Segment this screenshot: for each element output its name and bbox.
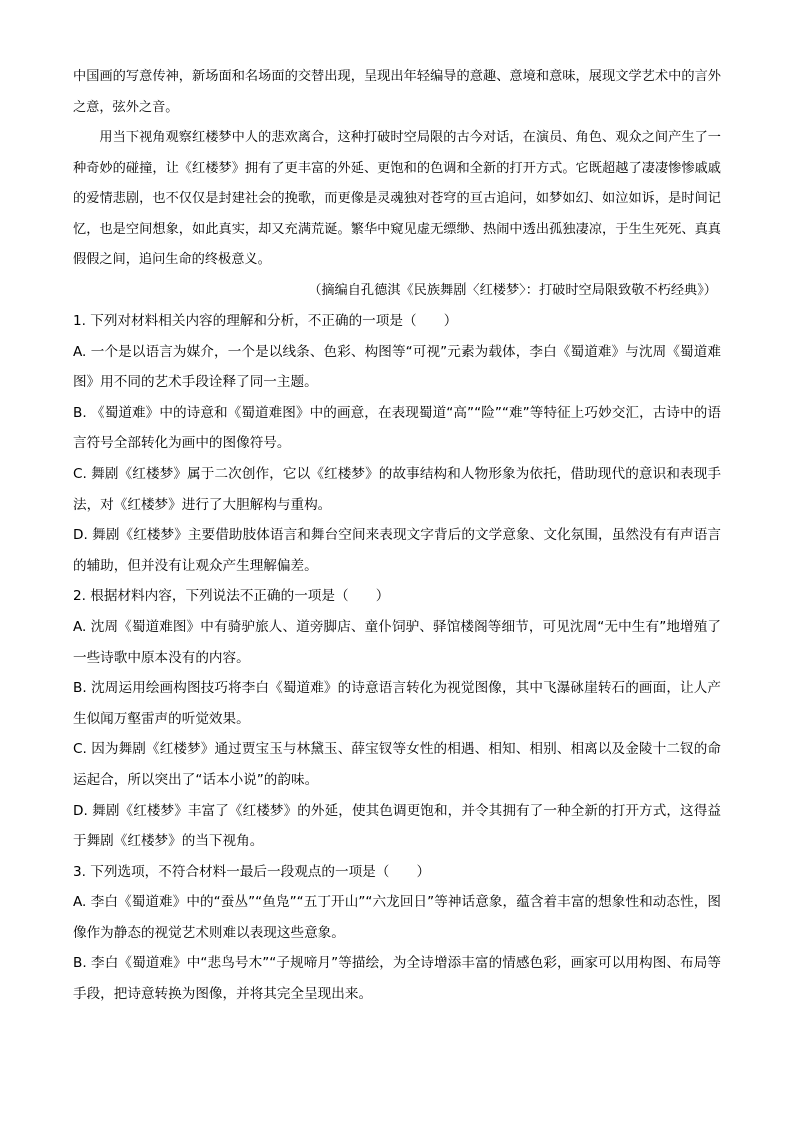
option-b: B. 李白《蜀道难》中“悲鸟号木”“子规啼月”等描绘，为全诗增添丰富的情感色彩，画家可以用构图、布局等手段，把诗意转换为图像，并将其完全呈现出来。	[73, 955, 721, 1003]
option-b: B. 沈周运用绘画构图技巧将李白《蜀道难》的诗意语言转化为视觉图像，其中飞瀑砯崖转石的画面，让人产生似闻万壑雷声的听觉效果。	[73, 680, 721, 727]
option-a: A. 沈周《蜀道难图》中有骑驴旅人、道旁脚店、童仆饲驴、驿馆楼阁等细节，可见沈周“无中生有”地增殖了一些诗歌中原本没有的内容。	[73, 618, 721, 666]
option-c: C. 因为舞剧《红楼梦》通过贾宝玉与林黛玉、薛宝钗等女性的相遇、相知、相别、相离以及金陵十二钗的命运起合，所以突出了“话本小说”的韵味。	[73, 741, 721, 788]
passage-paragraph-2: 用当下视角观察红楼梦中人的悲欢离合，这种打破时空局限的古今对话，在演员、角色、观众之间产生了一种奇妙的碰撞，让《红楼梦》拥有了更丰富的外延、更饱和的色调和全新的打开方式。它既超越了凄凄惨惨戚戚的爱情悲剧，也不仅仅是封建社会的挽歌，而更像是灵魂独对苍穹的亘古追问，如梦如幻、如泣如诉，是时间记忆，也是空间想象，如此真实，却又充满荒诞。繁华中窥见虚无缥缈、热闹中透出孤独凄凉，于生生死死、真真假假之间，追问生命的终极意义。	[73, 130, 721, 267]
question-3	[73, 857, 721, 1010]
option-a: A. 一个是以语言为媒介，一个是以线条、色彩、构图等“可视”元素为载体，李白《蜀道难》与沈周《蜀道难图》用不同的艺术手段诠释了同一主题。	[73, 343, 721, 391]
passage-excerpt	[73, 62, 721, 306]
question-stem: 2. 根据材料内容，下列说法不正确的一项是（ ）	[73, 588, 390, 605]
question-2	[73, 581, 721, 856]
passage-source: （摘编自孔德淇《民族舞剧〈红楼梦〉：打破时空局限致敬不朽经典》）	[308, 282, 717, 298]
question-1	[73, 306, 721, 581]
option-a: A. 李白《蜀道难》中的“蚕丛”“鱼凫”“五丁开山”“六龙回日”等神话意象，蕴含着丰富的想象性和动态性，图像作为静态的视觉艺术则难以表现这些意象。	[73, 894, 721, 941]
option-c: C. 舞剧《红楼梦》属于二次创作，它以《红楼梦》的故事结构和人物形象为依托，借助现代的意识和表现手法，对《红楼梦》进行了大胆解构与重构。	[73, 465, 721, 513]
option-d: D. 舞剧《红楼梦》主要借助肢体语言和舞台空间来表现文字背后的文学意象、文化氛围，虽然没有有声语言的辅助，但并没有让观众产生理解偏差。	[73, 527, 721, 574]
question-stem: 1. 下列对材料相关内容的理解和分析，不正确的一项是（ ）	[73, 313, 458, 329]
option-b: B. 《蜀道难》中的诗意和《蜀道难图》中的画意，在表现蜀道“高”“险”“难”等特征上巧妙交汇，古诗中的语言符号全部转化为画中的图像符号。	[73, 404, 721, 452]
question-stem: 3. 下列选项，不符合材料一最后一段观点的一项是（ ）	[73, 863, 431, 880]
passage-paragraph-1: 中国画的写意传神，新场面和名场面的交替出现，呈现出年轻编导的意趣、意境和意味，展现文学艺术中的言外之意，弦外之音。	[73, 69, 721, 115]
question-list	[73, 306, 721, 1010]
document-page	[73, 62, 721, 1010]
option-d: D. 舞剧《红楼梦》丰富了《红楼梦》的外延，使其色调更饱和，并令其拥有了一种全新的打开方式，这得益于舞剧《红楼梦》的当下视角。	[73, 802, 721, 850]
